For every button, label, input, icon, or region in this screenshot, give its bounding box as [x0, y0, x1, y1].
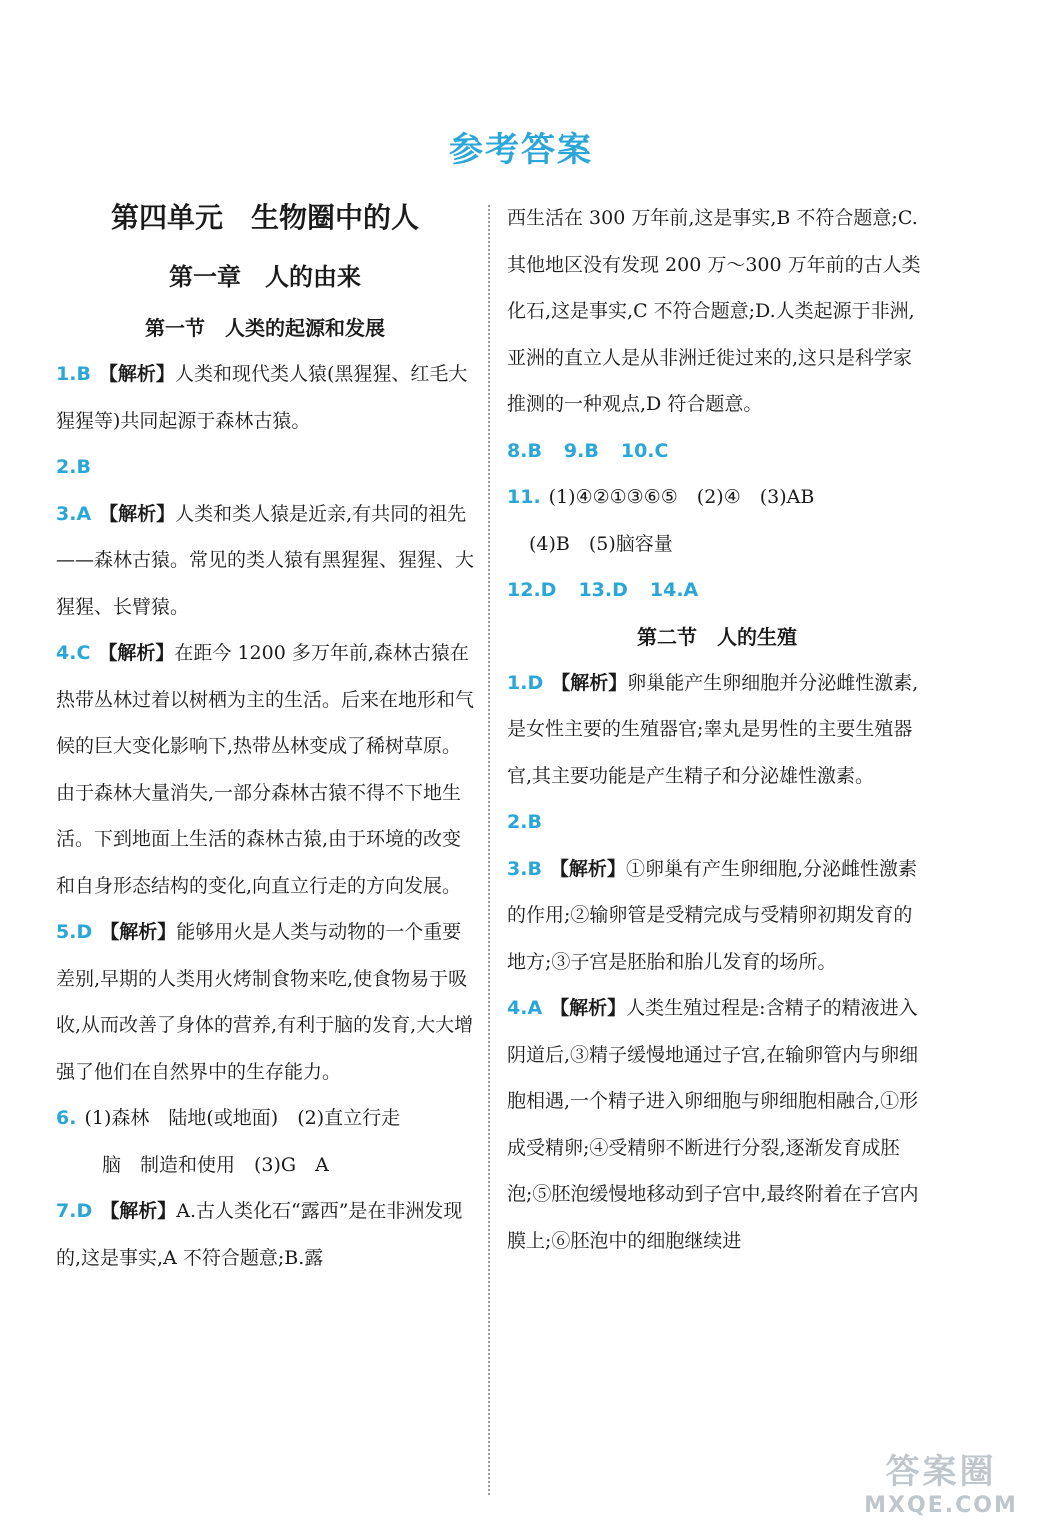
chapter-title: 第一章 人的由来 [169, 263, 361, 291]
answer-continuation: 西生活在 300 万年前,这是事实,B 不符合题意;C.其他地区没有发现 200 万～300 万年前的古人类化石,这是事实,C 不符合题意;D.人类起源于非洲,亚洲的直立人是从非洲迁徙过来的,这只是科学家推测的一种观点,D 符合题意。 [507, 207, 921, 415]
answer-row: 12.D 13.D 14.A [507, 579, 699, 601]
answer-item: 6. (1)森林 陆地(或地面) (2)直立行走 [56, 1107, 401, 1129]
answer-item: 5.D 【解析】能够用火是人类与动物的一个重要差别,早期的人类用火烤制食物来吃,使食物易于吸收,从而改善了身体的营养,有利于脑的发育,大大增强了他们在自然界中的生存能力。 [56, 921, 474, 1083]
section-title: 第二节 人的生殖 [637, 624, 797, 649]
answer-item: 1.D 【解析】卵巢能产生卵细胞并分泌雌性激素,是女性主要的生殖器官;睾丸是男性的主要生殖器官,其主要功能是产生精子和分泌雄性激素。 [507, 671, 919, 787]
answer-continuation: 脑 制造和使用 (3)G A [102, 1153, 329, 1176]
answer-item: 4.A 【解析】人类生殖过程是:含精子的精液进入阴道后,③精子缓慢地通过子宫,在输卵管内与卵细胞相遇,一个精子进入卵细胞与卵细胞相融合,①形成受精卵;④受精卵不断进行分裂,逐渐发育成胚泡;⑤胚泡缓慢地移动到子宫中,最终附着在子宫内膜上;⑥胚泡中的细胞继续进 [507, 997, 919, 1252]
answer-item: 11. (1)④②①③⑥⑤ (2)④ (3)AB [507, 486, 815, 508]
answer-item: 3.B 【解析】①卵巢有产生卵细胞,分泌雌性激素的作用;②输卵管是受精完成与受精卵初期发育的地方;③子宫是胚胎和胎儿发育的场所。 [507, 857, 917, 973]
unit-title: 第四单元 生物圈中的人 [110, 201, 419, 234]
answer-item: 4.C 【解析】在距今 1200 多万年前,森林古猿在热带丛林过着以树栖为主的生活。后来在地形和气候的巨大变化影响下,热带丛林变成了稀树草原。由于森林大量消失,一部分森林古猿不得不下地生活。下到地面上生活的森林古猿,由于环境的改变和自身形态结构的变化,向直立行走的方向发展。 [56, 642, 475, 897]
left-column [56, 195, 474, 1281]
watermark-mark: 答案圈 [885, 1452, 997, 1492]
watermark-logo [852, 1452, 1030, 1522]
answer-item: 7.D 【解析】A.古人类化石“露西”是在非洲发现的,这是事实,A 不符合题意;B.露 [56, 1200, 463, 1269]
answer-continuation: (4)B (5)脑容量 [529, 532, 673, 555]
answer-item: 3.A 【解析】人类和类人猿是近亲,有共同的祖先——森林古猿。常见的类人猿有黑猩猩、猩猩、大猩猩、长臂猿。 [56, 502, 475, 618]
column-divider [488, 205, 490, 1495]
answer-item: 2.B [507, 811, 542, 833]
answer-item: 2.B [56, 456, 91, 478]
answer-item: 1.B 【解析】人类和现代类人猿(黑猩猩、红毛大猩猩等)共同起源于森林古猿。 [56, 363, 468, 432]
section-title: 第一节 人类的起源和发展 [145, 316, 385, 340]
right-column [507, 195, 927, 1264]
page-title: 参考答案 [449, 130, 593, 170]
answer-row: 8.B 9.B 10.C [507, 439, 669, 462]
watermark-text: MXQE.COM [864, 1493, 1018, 1518]
